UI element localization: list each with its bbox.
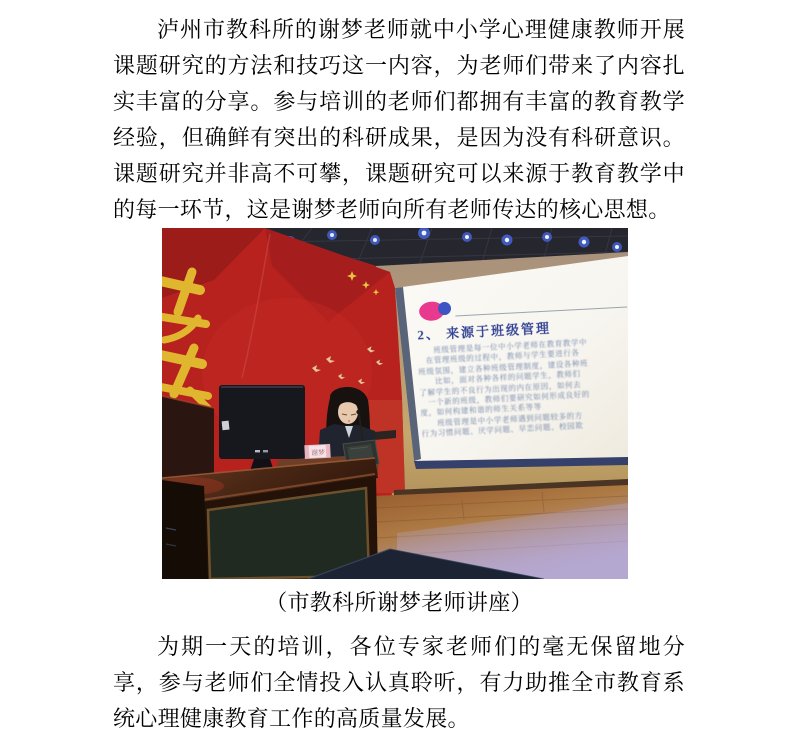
side-cabinet xyxy=(162,396,214,483)
slide-body-text: 班级管理是每一位中小学老师在教育教学中 在管理班级的过程中，教师与学生要进行各 班级氛围，建立各种班级管理制度，建设各种班 比如，面对各种各样的问题学生，教师们 了解学生的不良行为出现的内在原因，如何去 一个新的班级，教师们要研究如何形成良好的 度，如何构建和谐的师生关系等等 班级管理是中小学老师遇到问题较多的方 行为习惯问题、厌学问题、早恋问题、校园欺 xyxy=(416,337,591,439)
monitor-sticker xyxy=(222,421,230,431)
podium xyxy=(162,458,378,579)
name-card-text: 谢梦 xyxy=(310,448,326,458)
document-body xyxy=(113,12,685,737)
photo-caption: （市教科所谢梦老师讲座） xyxy=(265,590,533,615)
slide-divider-line xyxy=(455,306,627,316)
lecture-photo xyxy=(162,228,628,579)
slide-title: 2、 来源于班级管理 xyxy=(416,320,552,343)
monitor-back xyxy=(219,385,305,471)
podium-pillar xyxy=(162,480,208,579)
paragraph-2: 为期一天的培训，各位专家老师们的毫无保留地分享，参与老师们全情投入认真聆听，有力助推全市教育系统心理健康教育工作的高质量发展。 xyxy=(113,634,685,731)
slide-content xyxy=(406,278,628,464)
paragraph-1: 泸州市教科所的谢梦老师就中小学心理健康教师开展课题研究的方法和技巧这一内容，为老师们带来了内容扎实丰富的分享。参与培训的老师们都拥有丰富的教育教学经验，但确鲜有突出的科研成果，是因为没有科研意识。课题研究并非高不可攀，课题研究可以来源于教育教学中的每一环节，这是谢梦老师向所有老师传达的核心思想。 xyxy=(113,17,685,222)
name-card xyxy=(305,444,331,458)
slide-logo-blue-circle xyxy=(438,302,452,316)
